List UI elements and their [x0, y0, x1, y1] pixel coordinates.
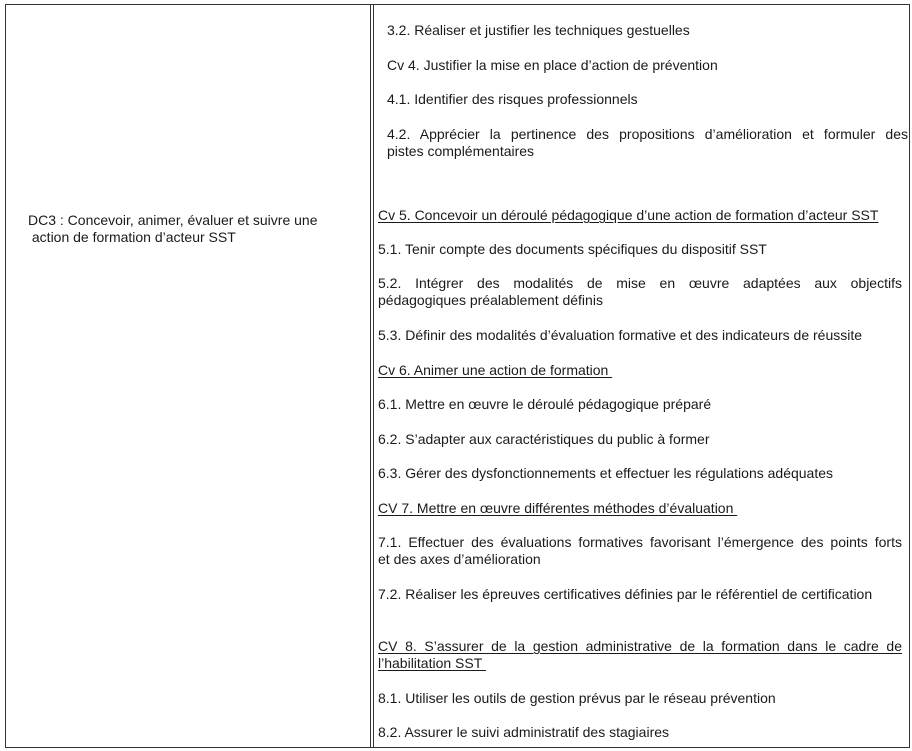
item-3-2: 3.2. Réaliser et justifier les techniques gestuelles — [387, 22, 690, 38]
column-divider-double — [373, 4, 374, 748]
item-cv8-heading — [378, 638, 902, 672]
item-cv8-line-2: l’habilitation SST — [378, 655, 486, 671]
item-cv7-heading: CV 7. Mettre en œuvre différentes méthodes d’évaluation — [378, 500, 738, 516]
domain-line-2: action de formation d’acteur SST — [28, 229, 236, 245]
item-6-2: 6.2. S’adapter aux caractéristiques du public à former — [378, 431, 710, 447]
item-5-2 — [378, 275, 902, 309]
domain-cell — [28, 212, 358, 246]
item-7-2: 7.2. Réaliser les épreuves certificatives définies par le référentiel de certification — [378, 586, 873, 602]
item-4-2 — [387, 126, 908, 160]
item-4-1: 4.1. Identifier des risques professionnels — [387, 91, 638, 107]
item-7-1-line-1: 7.1. Effectuer des évaluations formatives favorisant l’émergence des points forts — [378, 534, 902, 550]
item-8-1: 8.1. Utiliser les outils de gestion prévus par le réseau prévention — [378, 690, 776, 706]
item-6-1: 6.1. Mettre en œuvre le déroulé pédagogique préparé — [378, 396, 712, 412]
item-5-3: 5.3. Définir des modalités d’évaluation formative et des indicateurs de réussite — [378, 327, 863, 343]
domain-line-1: DC3 : Concevoir, animer, évaluer et suivre une — [28, 212, 318, 228]
item-7-1 — [378, 534, 902, 568]
item-4-2-line-1: 4.2. Apprécier la pertinence des propositions d’amélioration et formuler des — [387, 126, 908, 142]
item-cv5-heading: Cv 5. Concevoir un déroulé pédagogique d’une action de formation d’acteur SST — [378, 207, 879, 223]
item-8-2: 8.2. Assurer le suivi administratif des stagiaires — [378, 724, 670, 740]
item-5-2-line-2: pédagogiques préalablement définis — [378, 292, 603, 308]
item-cv6-heading: Cv 6. Animer une action de formation — [378, 362, 613, 378]
item-5-1: 5.1. Tenir compte des documents spécifiques du dispositif SST — [378, 241, 767, 257]
item-4-2-line-2: pistes complémentaires — [387, 143, 535, 159]
item-5-2-line-1: 5.2. Intégrer des modalités de mise en œuvre adaptées aux objectifs — [378, 275, 902, 291]
item-7-1-line-2: et des axes d’amélioration — [378, 551, 541, 567]
column-divider — [370, 4, 371, 748]
item-6-3: 6.3. Gérer des dysfonctionnements et effectuer les régulations adéquates — [378, 465, 834, 481]
item-cv8-line-1: CV 8. S’assurer de la gestion administrative de la formation dans le cadre de — [378, 638, 902, 654]
item-cv4: Cv 4. Justifier la mise en place d’action de prévention — [387, 57, 718, 73]
